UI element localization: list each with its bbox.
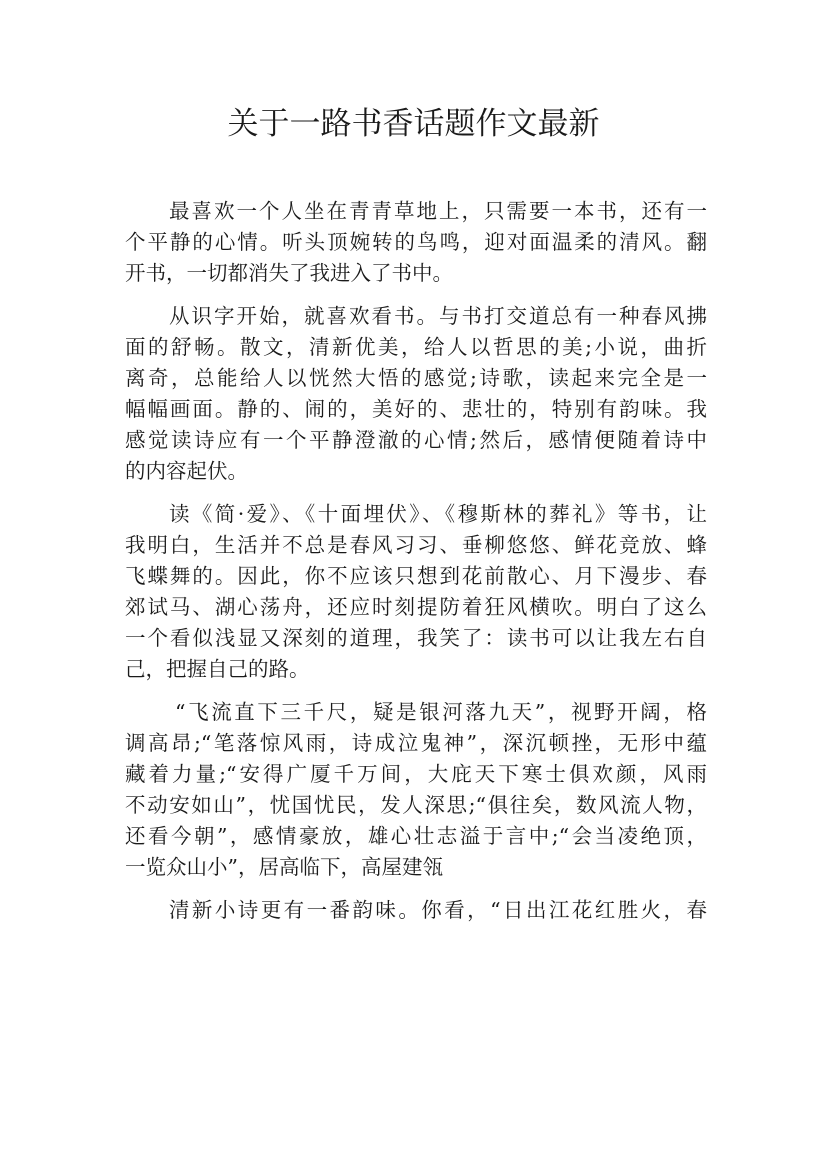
text-line: 不动安如山”，忧国忧民，发人深思;“俱往矣，数风流人物， [125, 793, 707, 817]
text-line: 面的舒畅。散文，清新优美，给人以哲思的美;小说，曲折 [125, 335, 707, 359]
paragraph [125, 196, 707, 289]
text-line: “飞流直下三千尺，疑是银河落九天”，视野开阔，格 [175, 700, 707, 724]
text-line: 离奇，总能给人以恍然大悟的感觉;诗歌，读起来完全是一 [125, 366, 707, 390]
text-line: 从识字开始，就喜欢看书。与书打交道总有一种春风拂 [169, 304, 707, 328]
text-line: 一个看似浅显又深刻的道理，我笑了：读书可以让我左右自 [125, 626, 707, 650]
text-line: 读《简·爱》、《十面埋伏》、《穆斯林的葬礼》等书，让 [169, 502, 707, 526]
document-body [125, 196, 707, 938]
text-line: 幅幅画面。静的、闹的，美好的、悲壮的，特别有韵味。我 [125, 397, 707, 421]
text-line: 一览众山小”，居高临下，高屋建瓴 [125, 855, 443, 879]
text-line: 己，把握自己的路。 [125, 657, 310, 681]
paragraph [125, 301, 707, 487]
text-line: 郊试马、湖心荡舟，还应时刻提防着狂风横吹。明白了这么 [125, 595, 707, 619]
paragraph [125, 895, 707, 926]
text-line: 个平静的心情。听头顶婉转的鸟鸣，迎对面温柔的清风。翻 [125, 230, 707, 254]
text-line: 最喜欢一个人坐在青青草地上，只需要一本书，还有一 [169, 199, 707, 223]
text-line: 调高昂;“笔落惊风雨，诗成泣鬼神”，深沉顿挫，无形中蕴 [125, 731, 707, 755]
text-line: 的内容起伏。 [125, 459, 248, 483]
document-title: 关于一路书香话题作文最新 [227, 106, 600, 142]
text-line: 我明白，生活并不总是春风习习、垂柳悠悠、鲜花竞放、蜂 [125, 533, 707, 557]
text-line: 藏着力量;“安得广厦千万间，大庇天下寒士俱欢颜，风雨 [125, 762, 707, 786]
text-line: 还看今朝”，感情豪放，雄心壮志溢于言中;“会当凌绝顶， [125, 824, 707, 848]
text-line: 感觉读诗应有一个平静澄澈的心情;然后，感情便随着诗中 [125, 428, 707, 452]
text-line: 清新小诗更有一番韵味。你看，“日出江花红胜火，春 [169, 898, 707, 922]
paragraph [125, 697, 707, 883]
text-line: 飞蝶舞的。因此，你不应该只想到花前散心、月下漫步、春 [125, 564, 707, 588]
paragraph [125, 499, 707, 685]
text-line: 开书，一切都消失了我进入了书中。 [125, 261, 453, 285]
